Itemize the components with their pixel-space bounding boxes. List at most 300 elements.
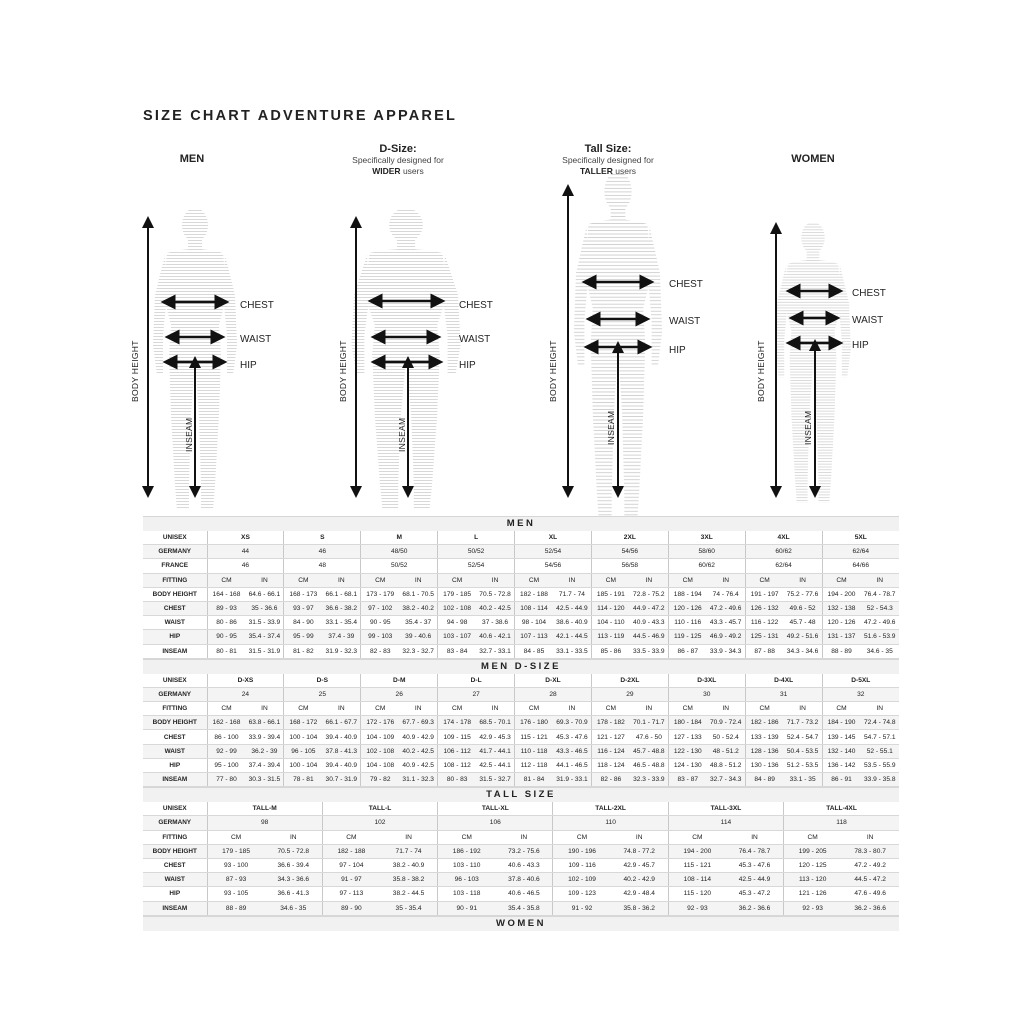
table-cell: 87 - 93 [207,873,265,887]
table-cell: 69.3 - 70.9 [553,716,591,730]
table-cell: 53.5 - 55.9 [861,758,900,772]
size-label: XL [515,531,592,545]
table-cell: 42.9 - 45.3 [476,730,514,744]
table-cell: 168 - 173 [284,587,322,601]
unit-label: CM [515,702,553,716]
table-cell: 110 - 118 [515,744,553,758]
table-row [143,644,899,658]
table-cell: 30.7 - 31.9 [322,773,360,787]
unit-label: IN [322,702,360,716]
unit-label: CM [284,573,322,587]
table-cell: 64/66 [822,559,899,573]
table-cell: 98 - 104 [515,616,553,630]
table-cell: 109 - 116 [553,858,611,872]
table-row [143,601,899,615]
table-cell: 33.9 - 39.4 [245,730,283,744]
men-inseam-label: INSEAM [184,417,194,452]
table-row-france [143,559,899,573]
table-cell: 40.6 - 46.5 [495,887,553,901]
figures-illustration [0,0,1024,510]
size-label: TALL-3XL [668,802,783,816]
table-cell: 50/52 [438,545,515,559]
row-header: GERMANY [143,687,207,701]
table-cell: 50/52 [361,559,438,573]
table-cell: 86 - 91 [822,773,860,787]
table-cell: 124 - 130 [668,758,706,772]
unit-label: IN [495,830,553,844]
size-label: D-3XL [668,674,745,688]
dsize-chest-label: CHEST [459,300,493,311]
table-cell: 122 - 130 [668,744,706,758]
table-cell: 50.4 - 53.5 [784,744,822,758]
table-cell: 81 - 84 [515,773,553,787]
table-cell: 44.1 - 46.5 [553,758,591,772]
table-cell: 36.6 - 38.2 [322,601,360,615]
table-cell: 74.8 - 77.2 [611,844,669,858]
table-cell: 66.1 - 68.1 [322,587,360,601]
row-header: GERMANY [143,545,207,559]
table-cell: 106 [438,816,553,830]
table-cell: 37.4 - 39 [322,630,360,644]
table-cell: 51.6 - 53.9 [860,630,899,644]
table-cell: 40.6 - 43.3 [495,858,553,872]
table-cell: 36.6 - 41.3 [265,887,323,901]
table-cell: 89 - 93 [207,601,245,615]
unit-label: IN [476,702,514,716]
table-cell: 62/64 [822,545,899,559]
table-cell: 58/60 [668,545,745,559]
size-label: D-5XL [822,674,899,688]
table-cell: 87 - 88 [745,644,783,658]
size-label: TALL-4XL [784,802,899,816]
table-cell: 78.3 - 80.7 [841,844,899,858]
table-cell: 50 - 52.4 [707,730,745,744]
table-cell: 48/50 [361,545,438,559]
table-cell: 37 - 38.6 [476,616,514,630]
table-cell: 38.2 - 40.2 [399,601,437,615]
row-header: UNISEX [143,802,207,816]
row-header: CHEST [143,601,207,615]
table-cell: 31.5 - 32.7 [476,773,514,787]
table-cell: 168 - 172 [284,716,322,730]
table-cell: 85 - 86 [591,644,629,658]
table-cell: 110 - 116 [668,616,706,630]
unit-label: IN [265,830,323,844]
men-waist-label: WAIST [240,334,272,345]
table-cell: 185 - 191 [591,587,629,601]
unit-label: CM [438,702,476,716]
row-header: CHEST [143,858,207,872]
women-body-height-label: BODY HEIGHT [756,340,766,402]
table-cell: 93 - 97 [284,601,322,615]
table-cell: 126 - 132 [745,601,783,615]
row-header: BODY HEIGHT [143,716,207,730]
table-cell: 46.5 - 48.8 [630,758,668,772]
table-cell: 31.1 - 32.3 [399,773,437,787]
table-row [143,773,899,787]
table-cell: 42.5 - 44.9 [553,601,591,615]
table-cell: 31.5 - 33.9 [245,616,283,630]
table-cell: 186 - 192 [438,844,496,858]
table-cell: 31.9 - 33.1 [553,773,591,787]
table-cell: 90 - 95 [207,630,245,644]
table-cell: 121 - 127 [591,730,629,744]
table-cell: 35 - 36.6 [245,601,283,615]
table-cell: 37.4 - 39.4 [245,758,283,772]
table-cell: 80 - 81 [207,644,245,658]
unit-label: CM [207,830,265,844]
unit-label: IN [399,702,437,716]
table-cell: 35.4 - 37 [399,616,437,630]
dsize_table-grid [143,674,899,788]
unit-label: CM [591,573,629,587]
unit-label: CM [284,702,322,716]
table-cell: 88 - 89 [822,644,860,658]
table-cell: 96 - 105 [284,744,322,758]
table-row [143,844,899,858]
table-cell: 35.8 - 36.2 [611,901,669,915]
table-cell: 121 - 126 [784,887,842,901]
men-table-title: MEN [143,516,899,531]
table-cell: 39.4 - 40.9 [322,730,360,744]
size-label: TALL-M [207,802,322,816]
table-cell: 113 - 120 [784,873,842,887]
table-cell: 178 - 182 [591,716,629,730]
table-cell: 43.3 - 45.7 [707,616,745,630]
table-cell: 184 - 190 [822,716,860,730]
table-cell: 120 - 126 [668,601,706,615]
table-cell: 32.7 - 34.3 [707,773,745,787]
tall-heading: Tall Size: Specifically designed for TALLER users [562,143,654,176]
unit-label: IN [476,573,514,587]
women-figure [775,222,851,503]
table-cell: 27 [438,687,515,701]
row-header: INSEAM [143,644,207,658]
table-cell: 80 - 86 [207,616,245,630]
size-label: D-4XL [745,674,822,688]
table-cell: 34.3 - 34.6 [784,644,822,658]
table-cell: 102 - 108 [361,744,399,758]
table-cell: 136 - 142 [822,758,860,772]
table-cell: 42.1 - 44.5 [553,630,591,644]
table-cell: 97 - 102 [361,601,399,615]
table-cell: 64.6 - 66.1 [245,587,283,601]
row-header: BODY HEIGHT [143,587,207,601]
table-cell: 44 [207,545,284,559]
table-cell: 162 - 168 [207,716,245,730]
table-cell: 32.3 - 32.7 [399,644,437,658]
table-cell: 119 - 125 [668,630,706,644]
size-label: D-S [284,674,361,688]
table-cell: 46 [207,559,284,573]
unit-label: CM [438,573,476,587]
table-cell: 40.2 - 42.5 [476,601,514,615]
size-label: TALL-XL [438,802,553,816]
table-cell: 44.5 - 46.9 [630,630,668,644]
table-cell: 44.9 - 47.2 [630,601,668,615]
table-cell: 42.9 - 45.7 [611,858,669,872]
table-row [143,887,899,901]
tall-body-height-label: BODY HEIGHT [548,340,558,402]
table-cell: 48.8 - 51.2 [707,758,745,772]
table-cell: 70.5 - 72.8 [476,587,514,601]
table-row-sizes [143,531,899,545]
table-cell: 84 - 89 [745,773,783,787]
table-cell: 70.5 - 72.8 [265,844,323,858]
table-cell: 67.7 - 69.3 [399,716,437,730]
table-cell: 70.9 - 72.4 [707,716,745,730]
size-label: 2XL [591,531,668,545]
table-cell: 38.2 - 40.9 [380,858,438,872]
table-cell: 90 - 91 [438,901,496,915]
table-cell: 116 - 122 [745,616,783,630]
table-cell: 93 - 105 [207,887,265,901]
table-cell: 76.4 - 78.7 [860,587,899,601]
size-label: M [361,531,438,545]
table-cell: 128 - 136 [745,744,783,758]
table-cell: 62/64 [745,559,822,573]
table-cell: 90 - 95 [361,616,399,630]
table-row-germany [143,545,899,559]
table-row-germany [143,687,899,701]
table-cell: 91 - 97 [322,873,380,887]
table-row [143,758,899,772]
tall-inseam-label: INSEAM [606,410,616,445]
unit-label: CM [591,702,629,716]
table-cell: 131 - 137 [822,630,860,644]
table-cell: 82 - 86 [591,773,629,787]
dsize-figure [351,208,460,510]
table-cell: 97 - 104 [322,858,380,872]
women-chest-label: CHEST [852,288,886,299]
unit-label: IN [611,830,669,844]
table-cell: 95 - 99 [284,630,322,644]
unit-label: IN [841,830,899,844]
table-cell: 63.8 - 66.1 [245,716,283,730]
size-label: 5XL [822,531,899,545]
table-cell: 112 - 118 [515,758,553,772]
table-cell: 40.9 - 42.9 [399,730,437,744]
table-cell: 39.4 - 40.9 [322,758,360,772]
table-cell: 42.5 - 44.9 [726,873,784,887]
table-cell: 60/62 [745,545,822,559]
tall_table-grid [143,802,899,916]
table-cell: 118 - 124 [591,758,629,772]
table-cell: 115 - 121 [668,858,726,872]
table-cell: 40.2 - 42.9 [611,873,669,887]
table-cell: 66.1 - 67.7 [322,716,360,730]
table-cell: 75.2 - 77.6 [784,587,822,601]
table-cell: 98 [207,816,322,830]
table-cell: 115 - 121 [515,730,553,744]
unit-label: IN [322,573,360,587]
unit-label: CM [322,830,380,844]
table-cell: 34.6 - 35 [265,901,323,915]
unit-label: CM [668,830,726,844]
table-cell: 95 - 100 [207,758,245,772]
table-cell: 77 - 80 [207,773,245,787]
page-title: SIZE CHART ADVENTURE APPAREL [143,108,458,124]
table-cell: 83 - 84 [438,644,476,658]
table-cell: 46 [284,545,361,559]
table-cell: 103 - 110 [438,858,496,872]
table-cell: 31 [745,687,822,701]
row-header: CHEST [143,730,207,744]
table-cell: 26 [361,687,438,701]
table-cell: 120 - 125 [784,858,842,872]
table-cell: 38.2 - 44.5 [380,887,438,901]
table-cell: 42.5 - 44.1 [476,758,514,772]
table-cell: 33.9 - 34.3 [707,644,745,658]
tall-chest-label: CHEST [669,279,703,290]
table-cell: 88 - 89 [207,901,265,915]
table-cell: 110 [553,816,668,830]
unit-label: CM [361,702,399,716]
size-label: 3XL [668,531,745,545]
size-label: D-L [438,674,515,688]
unit-label: CM [822,702,860,716]
table-cell: 108 - 114 [668,873,726,887]
table-cell: 133 - 139 [745,730,783,744]
table-cell: 52.4 - 54.7 [784,730,822,744]
table-cell: 25 [284,687,361,701]
table-cell: 76.4 - 78.7 [726,844,784,858]
tall-table-title: TALL SIZE [143,787,899,802]
table-cell: 48 - 51.2 [707,744,745,758]
table-cell: 106 - 112 [438,744,476,758]
table-cell: 45.7 - 48.8 [630,744,668,758]
table-cell: 108 - 112 [438,758,476,772]
table-cell: 31.9 - 32.3 [322,644,360,658]
table-cell: 47.6 - 49.6 [841,887,899,901]
table-cell: 84 - 85 [515,644,553,658]
table-cell: 93 - 100 [207,858,265,872]
table-cell: 71.7 - 74 [380,844,438,858]
table-row [143,587,899,601]
women-inseam-label: INSEAM [803,410,813,445]
table-cell: 83 - 87 [668,773,706,787]
unit-label: CM [515,573,553,587]
unit-label: IN [245,573,283,587]
unit-label: CM [668,573,706,587]
tall-waist-label: WAIST [669,316,701,327]
table-row [143,873,899,887]
size-label: D-XS [207,674,284,688]
row-header: BODY HEIGHT [143,844,207,858]
table-cell: 46.9 - 49.2 [707,630,745,644]
dsize-table-title: MEN D-SIZE [143,659,899,674]
table-cell: 82 - 83 [361,644,399,658]
unit-label: IN [380,830,438,844]
row-header: HIP [143,758,207,772]
table-row-sizes [143,802,899,816]
table-cell: 92 - 93 [668,901,726,915]
table-cell: 199 - 205 [784,844,842,858]
unit-label: IN [630,573,668,587]
table-cell: 102 - 109 [553,873,611,887]
unit-label: CM [745,573,783,587]
table-cell: 34.6 - 35 [860,644,899,658]
table-cell: 36.2 - 36.6 [841,901,899,915]
table-row [143,616,899,630]
dsize-inseam-label: INSEAM [397,417,407,452]
table-cell: 28 [515,687,592,701]
unit-label: IN [860,573,899,587]
table-row-fitting [143,702,899,716]
table-cell: 164 - 168 [207,587,245,601]
table-cell: 54.7 - 57.1 [861,730,900,744]
table-cell: 96 - 103 [438,873,496,887]
table-cell: 72.8 - 75.2 [630,587,668,601]
table-cell: 45.3 - 47.6 [726,858,784,872]
unit-label: IN [630,702,668,716]
unit-label: CM [207,702,245,716]
table-cell: 115 - 120 [668,887,726,901]
table-cell: 86 - 100 [207,730,245,744]
table-cell: 45.3 - 47.6 [553,730,591,744]
table-cell: 102 - 108 [438,601,476,615]
unit-label: IN [726,830,784,844]
table-cell: 68.5 - 70.1 [476,716,514,730]
row-header: WAIST [143,616,207,630]
table-cell: 92 - 93 [784,901,842,915]
table-cell: 35 - 35.4 [380,901,438,915]
row-header: INSEAM [143,901,207,915]
size-label: S [284,531,361,545]
table-cell: 30.3 - 31.5 [245,773,283,787]
table-cell: 190 - 196 [553,844,611,858]
table-cell: 78 - 81 [284,773,322,787]
table-cell: 40.2 - 42.5 [399,744,437,758]
table-cell: 100 - 104 [284,758,322,772]
table-cell: 172 - 176 [361,716,399,730]
unit-label: CM [361,573,399,587]
table-cell: 104 - 110 [591,616,629,630]
unit-label: CM [784,830,842,844]
row-header: WAIST [143,744,207,758]
unit-label: IN [707,702,745,716]
table-cell: 38.6 - 40.9 [553,616,591,630]
table-cell: 49.6 - 52 [784,601,822,615]
table-cell: 103 - 118 [438,887,496,901]
table-cell: 40.9 - 42.5 [399,758,437,772]
table-cell: 30 [668,687,745,701]
table-cell: 56/58 [591,559,668,573]
size-label: D-2XL [591,674,668,688]
size-label: 4XL [745,531,822,545]
table-cell: 104 - 108 [361,758,399,772]
dsize-size-table [143,674,899,788]
row-header: FITTING [143,573,207,587]
table-row [143,858,899,872]
table-cell: 36.2 - 36.6 [726,901,784,915]
table-cell: 102 [322,816,437,830]
dsize-hip-label: HIP [459,360,476,371]
unit-label: CM [745,702,783,716]
table-cell: 113 - 119 [591,630,629,644]
table-cell: 47.2 - 49.6 [707,601,745,615]
unit-label: IN [784,702,822,716]
table-cell: 35.4 - 35.8 [495,901,553,915]
unit-label: CM [553,830,611,844]
table-cell: 32.3 - 33.9 [630,773,668,787]
table-row [143,744,899,758]
table-cell: 174 - 178 [438,716,476,730]
table-cell: 132 - 138 [822,601,860,615]
table-cell: 44.5 - 47.2 [841,873,899,887]
table-cell: 176 - 180 [515,716,553,730]
table-cell: 31.5 - 31.9 [245,644,283,658]
